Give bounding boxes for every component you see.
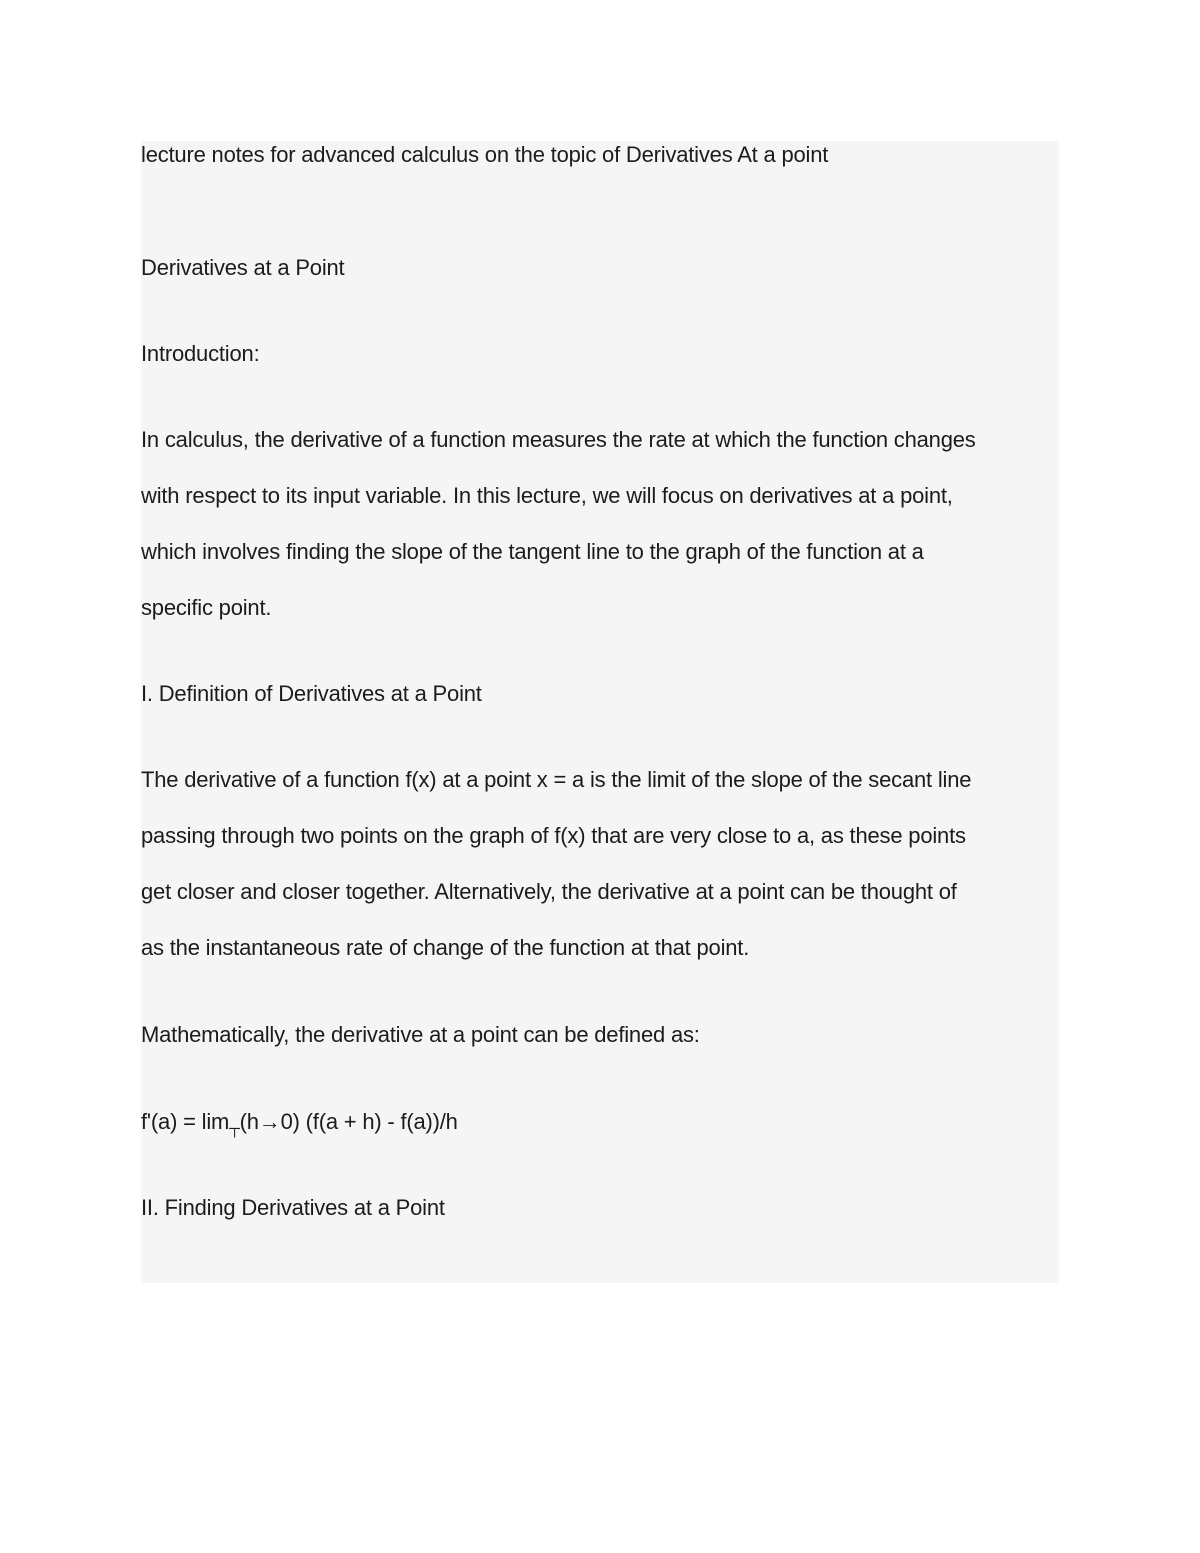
definition-line: The derivative of a function f(x) at a point x = a is the limit of the slope of the secant line xyxy=(141,767,972,792)
definition-line: passing through two points on the graph of f(x) that are very close to a, as these points xyxy=(141,823,966,848)
introduction-line: with respect to its input variable. In this lecture, we will focus on derivatives at a point, xyxy=(141,483,953,508)
formula-suffix: (h→0) (f(a + h) - f(a))/h xyxy=(239,1109,458,1134)
introduction-heading: Introduction: xyxy=(141,341,260,366)
introduction-line: which involves finding the slope of the tangent line to the graph of the function at a xyxy=(141,539,924,564)
definition-line: get closer and closer together. Alternatively, the derivative at a point can be thought of xyxy=(141,879,957,904)
intro-line: lecture notes for advanced calculus on the topic of Derivatives At a point xyxy=(141,142,829,167)
introduction-line: specific point. xyxy=(141,595,272,620)
math-intro: Mathematically, the derivative at a point can be defined as: xyxy=(141,1022,700,1047)
definition-line: as the instantaneous rate of change of the function at that point. xyxy=(141,935,750,960)
formula-subscript: ┬ xyxy=(229,1120,240,1137)
introduction-line: In calculus, the derivative of a function measures the rate at which the function changes xyxy=(141,427,976,452)
formula-prefix: f'(a) = lim xyxy=(141,1109,230,1134)
derivative-formula xyxy=(141,1108,458,1143)
section2-heading: II. Finding Derivatives at a Point xyxy=(141,1195,445,1220)
document-title: Derivatives at a Point xyxy=(141,255,345,280)
section1-heading: I. Definition of Derivatives at a Point xyxy=(141,681,482,706)
